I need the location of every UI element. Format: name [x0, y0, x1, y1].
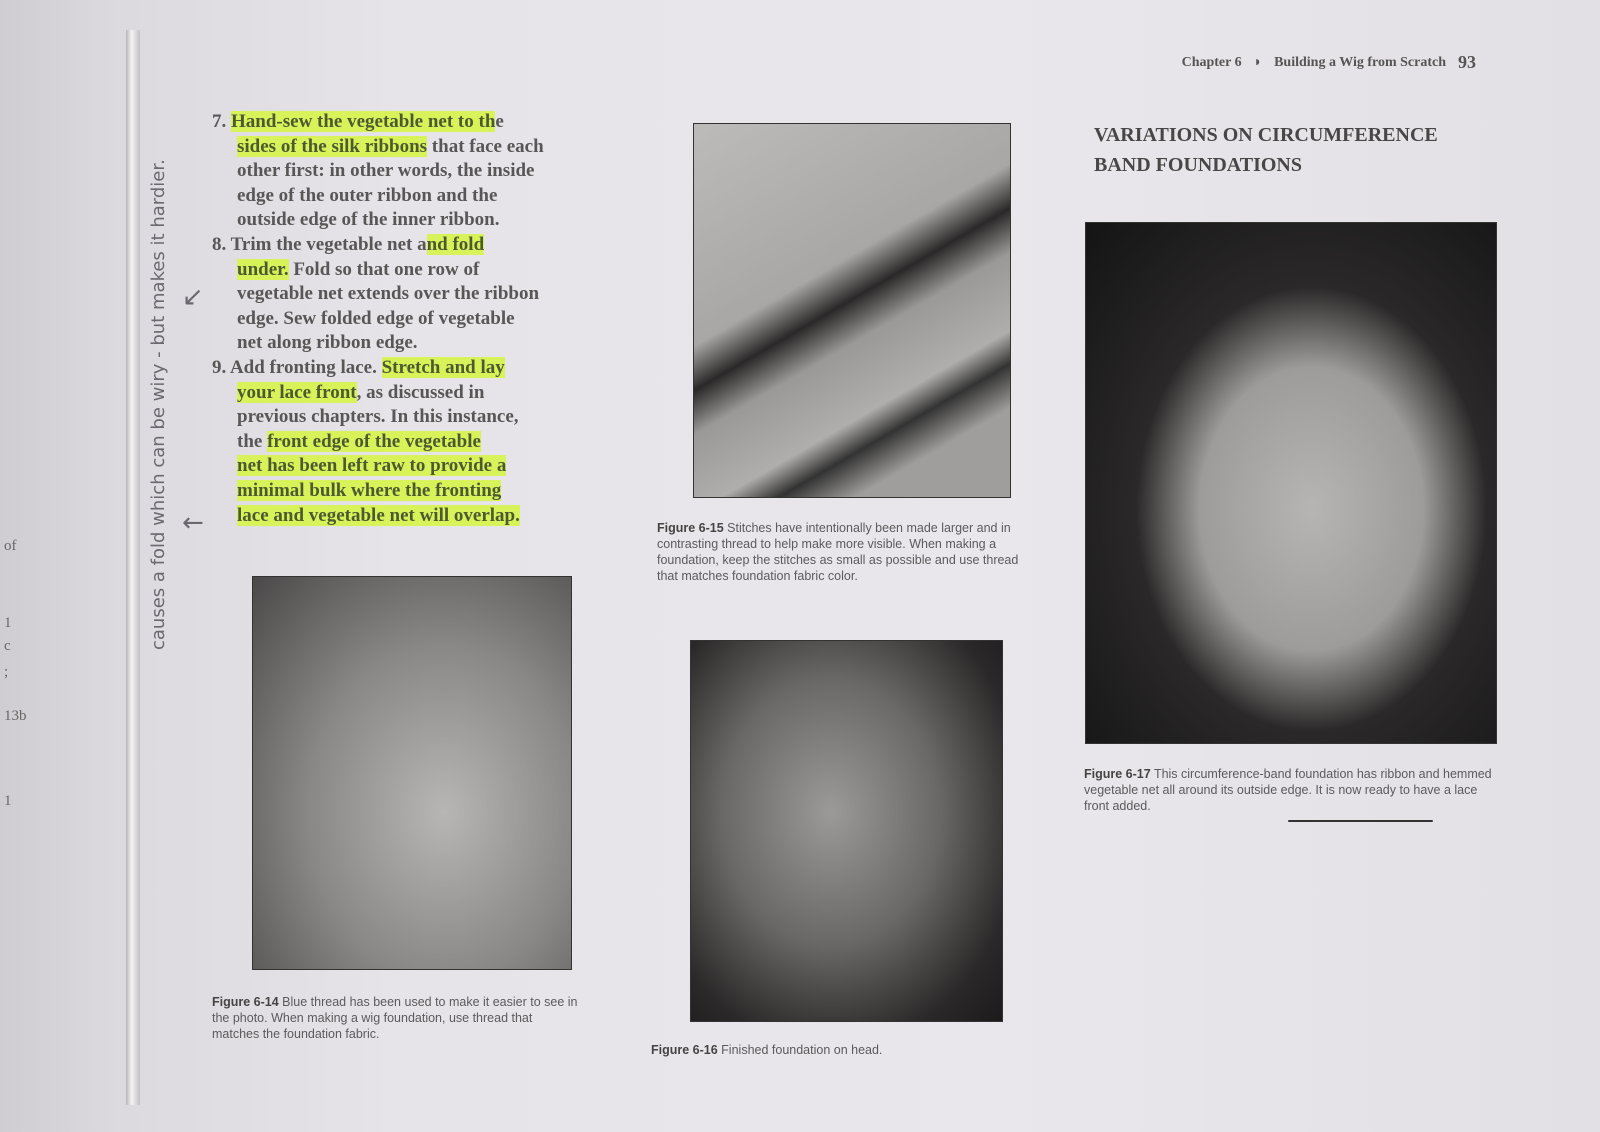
text-segment: , as discussed in — [356, 381, 485, 403]
text-line — [212, 405, 544, 430]
chapter-label: Chapter 6 — [1181, 54, 1242, 70]
text-segment: e — [495, 111, 504, 132]
page-number: 93 — [1458, 52, 1476, 72]
note-word: hardier. — [148, 159, 169, 228]
figure-6-15-caption — [657, 520, 1042, 584]
text-line — [212, 356, 544, 381]
text-line — [212, 479, 544, 504]
text-segment: previous chapters. In this instance, — [237, 406, 519, 428]
text-segment: 8. Trim the vegetable net a — [212, 233, 427, 255]
text-line — [212, 258, 544, 283]
text-line — [212, 307, 544, 332]
text-line — [212, 282, 544, 307]
arrow-icon: ← — [182, 508, 204, 538]
highlighted-text: your lace front — [237, 381, 357, 403]
highlighted-text: lace and vegetable net will overlap. — [237, 504, 520, 526]
text-line — [212, 159, 544, 184]
text-segment: 7. — [212, 111, 231, 132]
prev-page-fragment: 1 — [4, 793, 12, 809]
section-heading — [1094, 120, 1438, 180]
text-segment: 9. Add fronting lace. — [212, 356, 382, 378]
separator-icon: ◗ — [1253, 54, 1263, 70]
text-segment: that face each — [427, 135, 544, 157]
prev-page-fragment: of — [4, 538, 17, 554]
text-segment: outside edge of the inner ribbon. — [237, 209, 500, 231]
text-segment: edge of the outer ribbon and the — [237, 184, 498, 206]
instruction-steps — [212, 110, 544, 528]
highlighted-text: minimal bulk where the fronting — [237, 479, 502, 501]
highlighted-text: under. — [237, 258, 289, 280]
figure-label: Figure 6-16 — [651, 1043, 718, 1057]
figure-6-16-photo — [690, 640, 1003, 1022]
prev-page-fragment: 1 — [4, 615, 12, 631]
highlighted-text: sides of the silk ribbons — [237, 135, 428, 157]
figure-6-15-photo — [693, 123, 1011, 498]
highlighted-text: net has been left raw to provide a — [237, 455, 507, 477]
text-segment: the — [237, 430, 268, 452]
text-segment: net along ribbon edge. — [237, 332, 418, 354]
text-segment: other first: in other words, the inside — [237, 160, 535, 182]
caption-text: Stitches have intentionally been made larger and in contrasting thread to help make more visible. When making a foundation, keep the stitches as small as possible and use thread that matches foundation fabric color. — [657, 521, 1019, 583]
text-line — [212, 381, 544, 406]
text-line — [212, 430, 544, 455]
section-heading-line: BAND FOUNDATIONS — [1094, 154, 1302, 176]
caption-text: Finished foundation on head. — [721, 1043, 883, 1057]
section-heading-line: VARIATIONS ON CIRCUMFERENCE — [1094, 124, 1438, 146]
prev-page-fragment: ; — [4, 664, 9, 680]
note-word: a fold — [148, 531, 169, 583]
text-line — [212, 135, 544, 160]
book-spine — [126, 30, 140, 1105]
figure-6-17-photo — [1085, 222, 1497, 744]
pen-underline — [1288, 820, 1433, 822]
figure-6-17-caption — [1084, 766, 1494, 814]
highlighted-text: Stretch and lay — [381, 356, 505, 378]
text-segment: Fold so that one row of — [288, 258, 480, 280]
text-line — [212, 504, 544, 529]
arrow-icon: ↙ — [182, 282, 204, 312]
text-segment: vegetable net extends over the ribbon — [237, 283, 540, 305]
note-word: - but — [148, 315, 169, 358]
figure-6-14-caption — [212, 994, 582, 1042]
figure-label: Figure 6-15 — [657, 521, 724, 535]
handwritten-note — [146, 159, 172, 650]
text-line — [212, 110, 544, 135]
prev-page-fragment: 13b — [4, 708, 27, 724]
text-line — [212, 208, 544, 233]
prev-page-fragment: c — [4, 638, 11, 654]
note-word: which — [148, 473, 169, 526]
chapter-title: Building a Wig from Scratch — [1274, 54, 1446, 70]
figure-label: Figure 6-17 — [1084, 767, 1151, 781]
text-segment: edge. Sew folded edge of vegetable — [237, 307, 515, 329]
caption-text: This circumference-band foundation has ribbon and hemmed vegetable net all around its outside edge. It is now ready to have a lace front added. — [1084, 767, 1492, 813]
figure-6-14-photo — [252, 576, 572, 970]
text-line — [212, 233, 544, 258]
note-word: wiry — [148, 363, 169, 402]
text-line — [212, 184, 544, 209]
text-line — [212, 454, 544, 479]
highlighted-text: Hand-sew the vegetable net to th — [231, 111, 496, 132]
note-word: can be — [148, 407, 169, 468]
figure-label: Figure 6-14 — [212, 995, 279, 1009]
note-word: causes — [148, 587, 169, 650]
note-word: makes it — [148, 233, 169, 310]
figure-6-16-caption — [651, 1042, 1051, 1058]
running-header — [1182, 52, 1476, 73]
highlighted-text: front edge of the vegetable — [267, 430, 481, 452]
highlighted-text: nd fold — [426, 233, 485, 255]
caption-text: Blue thread has been used to make it easier to see in the photo. When making a wig foundation, use thread that matches the foundation fabric. — [212, 995, 578, 1041]
text-line — [212, 331, 544, 356]
